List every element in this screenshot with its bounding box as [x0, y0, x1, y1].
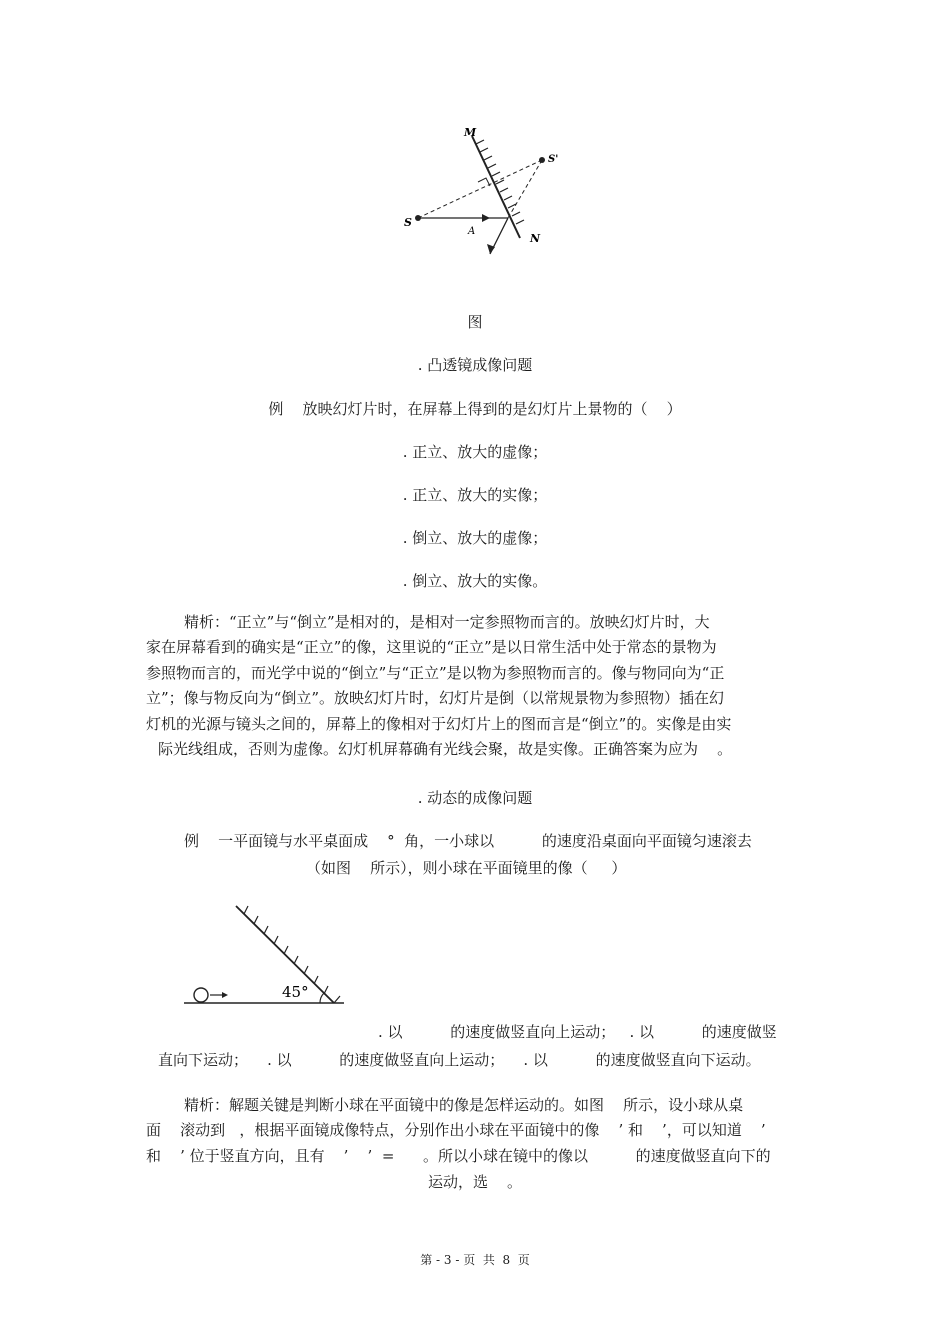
option-d: . 倒立、放大的实像。 [402, 572, 548, 590]
analysis-line: 和 ’ 位于竖直方向，且有 ’ ’ = 。所以小球在镜中的像以 的速度做竖直向下的 [146, 1146, 771, 1165]
label-n: N [530, 232, 541, 245]
page-footer: 第 - 3 - 页 共 8 页 [420, 1253, 530, 1267]
section4-options-line2: 直向下运动； . 以 的速度做竖直向上运动； . 以 的速度做竖直向下运动。 [158, 1051, 761, 1069]
analysis-line: 灯机的光源与镜头之间的，屏幕上的像相对于幻灯片上的图而言是“倒立”的。实像是由实 [146, 714, 732, 733]
analysis-line: 精析：“正立”与“倒立”是相对的，是相对一定参照物而言的。放映幻灯片时，大 [184, 613, 710, 631]
label-s-prime: S' [548, 154, 559, 165]
section4-question-line1: 例 一平面镜与水平桌面成 ° 角，一小球以 的速度沿桌面向平面镜匀速滚去 [184, 832, 752, 850]
analysis-line: 际光线组成，否则为虚像。幻灯机屏幕确有光线会聚，故是实像。正确答案为应为 。 [158, 740, 733, 759]
section4-heading: . 动态的成像问题 [417, 789, 533, 807]
analysis-line: 立”；像与物反向为“倒立”。放映幻灯片时，幻灯片是倒（以常规景物为参照物）插在幻 [146, 689, 725, 708]
inclined-mirror-figure [182, 900, 352, 1010]
figure-caption: 图 [467, 313, 483, 331]
analysis-line: 精析：解题关键是判断小球在平面镜中的像是怎样运动的。如图 所示，设小球从桌 [184, 1096, 744, 1114]
analysis-line: 参照物而言的，而光学中说的“倒立”与“正立”是以物为参照物而言的。像与物同向为“正 [146, 663, 725, 682]
option-c: . 倒立、放大的虚像； [402, 529, 548, 547]
section4-analysis-end: 运动，选 。 [427, 1173, 523, 1191]
label-s: S [404, 216, 412, 229]
section4-options-line1: . 以 的速度做竖直向上运动； . 以 的速度做竖 [378, 1023, 777, 1041]
section3-analysis [146, 610, 808, 762]
mirror-reflection-figure [400, 120, 560, 265]
section4-question-line2: （如图 所示），则小球在平面镜里的像（ ） [306, 859, 627, 877]
section3-question: 例 放映幻灯片时，在屏幕上得到的是幻灯片上景物的（ ） [268, 400, 682, 418]
analysis-line: 面 滚动到 ，根据平面镜成像特点，分别作出小球在平面镜中的像 ’ 和 ’，可以知道 ’ [146, 1121, 766, 1140]
section4-analysis [146, 1093, 808, 1169]
option-b: . 正立、放大的实像； [402, 486, 548, 504]
label-a: A [468, 226, 476, 237]
angle-label: 45° [282, 983, 309, 1001]
option-a: . 正立、放大的虚像； [402, 443, 548, 461]
analysis-line: 家在屏幕看到的确实是“正立”的像，这里说的“正立”是以日常生活中处于常态的景物为 [146, 638, 717, 657]
section3-heading: . 凸透镜成像问题 [417, 356, 533, 374]
label-m: M [464, 126, 477, 139]
